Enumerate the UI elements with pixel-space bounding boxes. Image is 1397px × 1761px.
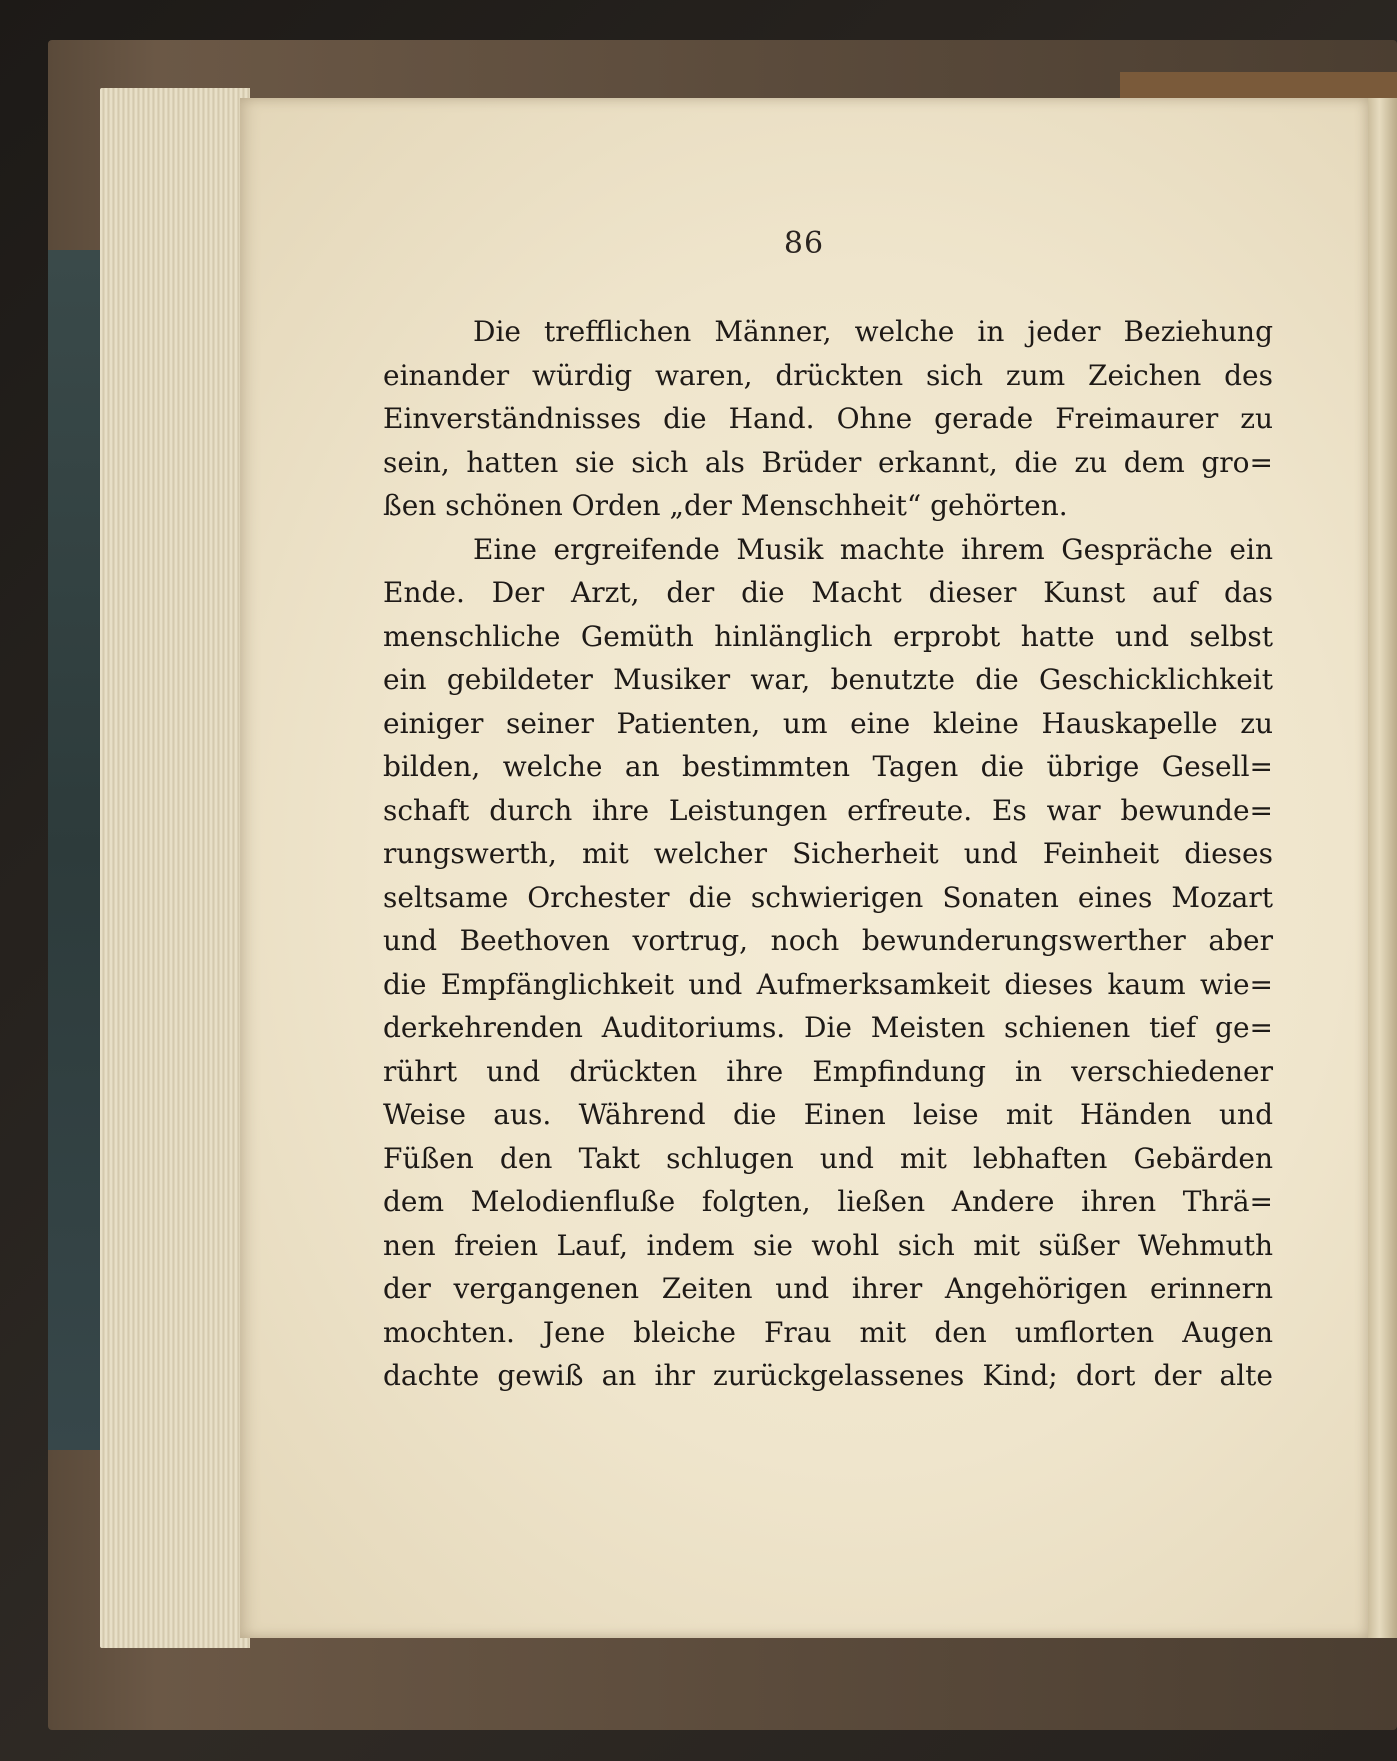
text-line: bilden, welche an bestimmten Tagen die übrige Gesell=	[383, 750, 1273, 783]
text-line: nen freien Lauf, indem sie wohl sich mit süßer Wehmuth	[383, 1228, 1273, 1262]
text-line: dachte gewiß an ihr zurückgelassenes Kind; dort der alte	[383, 1359, 1273, 1392]
text-line: sein, hatten sie sich als Brüder erkannt, die zu dem gro=	[383, 445, 1273, 479]
body-text	[383, 310, 1273, 1398]
text-line: einander würdig waren, drückten sich zum Zeichen des	[383, 358, 1273, 392]
text-line: ßen schönen Orden „der Menschheit“ gehörten.	[383, 489, 1068, 522]
text-line: einiger seiner Patienten, um eine kleine Hauskapelle zu	[383, 706, 1273, 740]
text-line: der vergangenen Zeiten und ihrer Angehörigen erinnern	[383, 1272, 1273, 1305]
facing-page-edge	[1368, 98, 1397, 1638]
text-line: menschliche Gemüth hinlänglich erprobt hatte und selbst	[383, 619, 1273, 653]
text-line: Die trefflichen Männer, welche in jeder Beziehung	[473, 315, 1273, 348]
text-line: Weise aus. Während die Einen leise mit Händen und	[383, 1098, 1273, 1131]
text-line: seltsame Orchester die schwierigen Sonaten eines Mozart	[383, 880, 1273, 914]
text-line: rungswerth, mit welcher Sicherheit und Feinheit dieses	[383, 837, 1273, 870]
text-line: rührt und drückten ihre Empfindung in verschiedener	[383, 1054, 1273, 1088]
text-line: mochten. Jene bleiche Frau mit den umflorten Augen	[383, 1315, 1273, 1349]
cover-corner-cloth	[48, 250, 108, 1450]
text-line: Eine ergreifende Musik machte ihrem Gespräche ein	[473, 532, 1273, 566]
book-page	[240, 98, 1368, 1638]
text-line: dem Melodienfluße folgten, ließen Andere ihren Thrä=	[383, 1185, 1273, 1218]
text-line: derkehrenden Auditoriums. Die Meisten schienen tief ge=	[383, 1011, 1273, 1044]
page-stack-edge	[100, 88, 250, 1648]
text-line: und Beethoven vortrug, noch bewunderungswerther aber	[383, 924, 1273, 957]
text-line: schaft durch ihre Leistungen erfreute. Es war bewunde=	[383, 793, 1273, 827]
text-line: Einverständnisses die Hand. Ohne gerade Freimaurer zu	[383, 402, 1273, 435]
text-line: Füßen den Takt schlugen und mit lebhaften Gebärden	[383, 1141, 1273, 1175]
text-line: Ende. Der Arzt, der die Macht dieser Kunst auf das	[383, 576, 1273, 609]
page-number: 86	[783, 226, 825, 261]
text-line: ein gebildeter Musiker war, benutzte die Geschicklichkeit	[383, 663, 1273, 696]
text-line: die Empfänglichkeit und Aufmerksamkeit dieses kaum wie=	[383, 967, 1273, 1001]
